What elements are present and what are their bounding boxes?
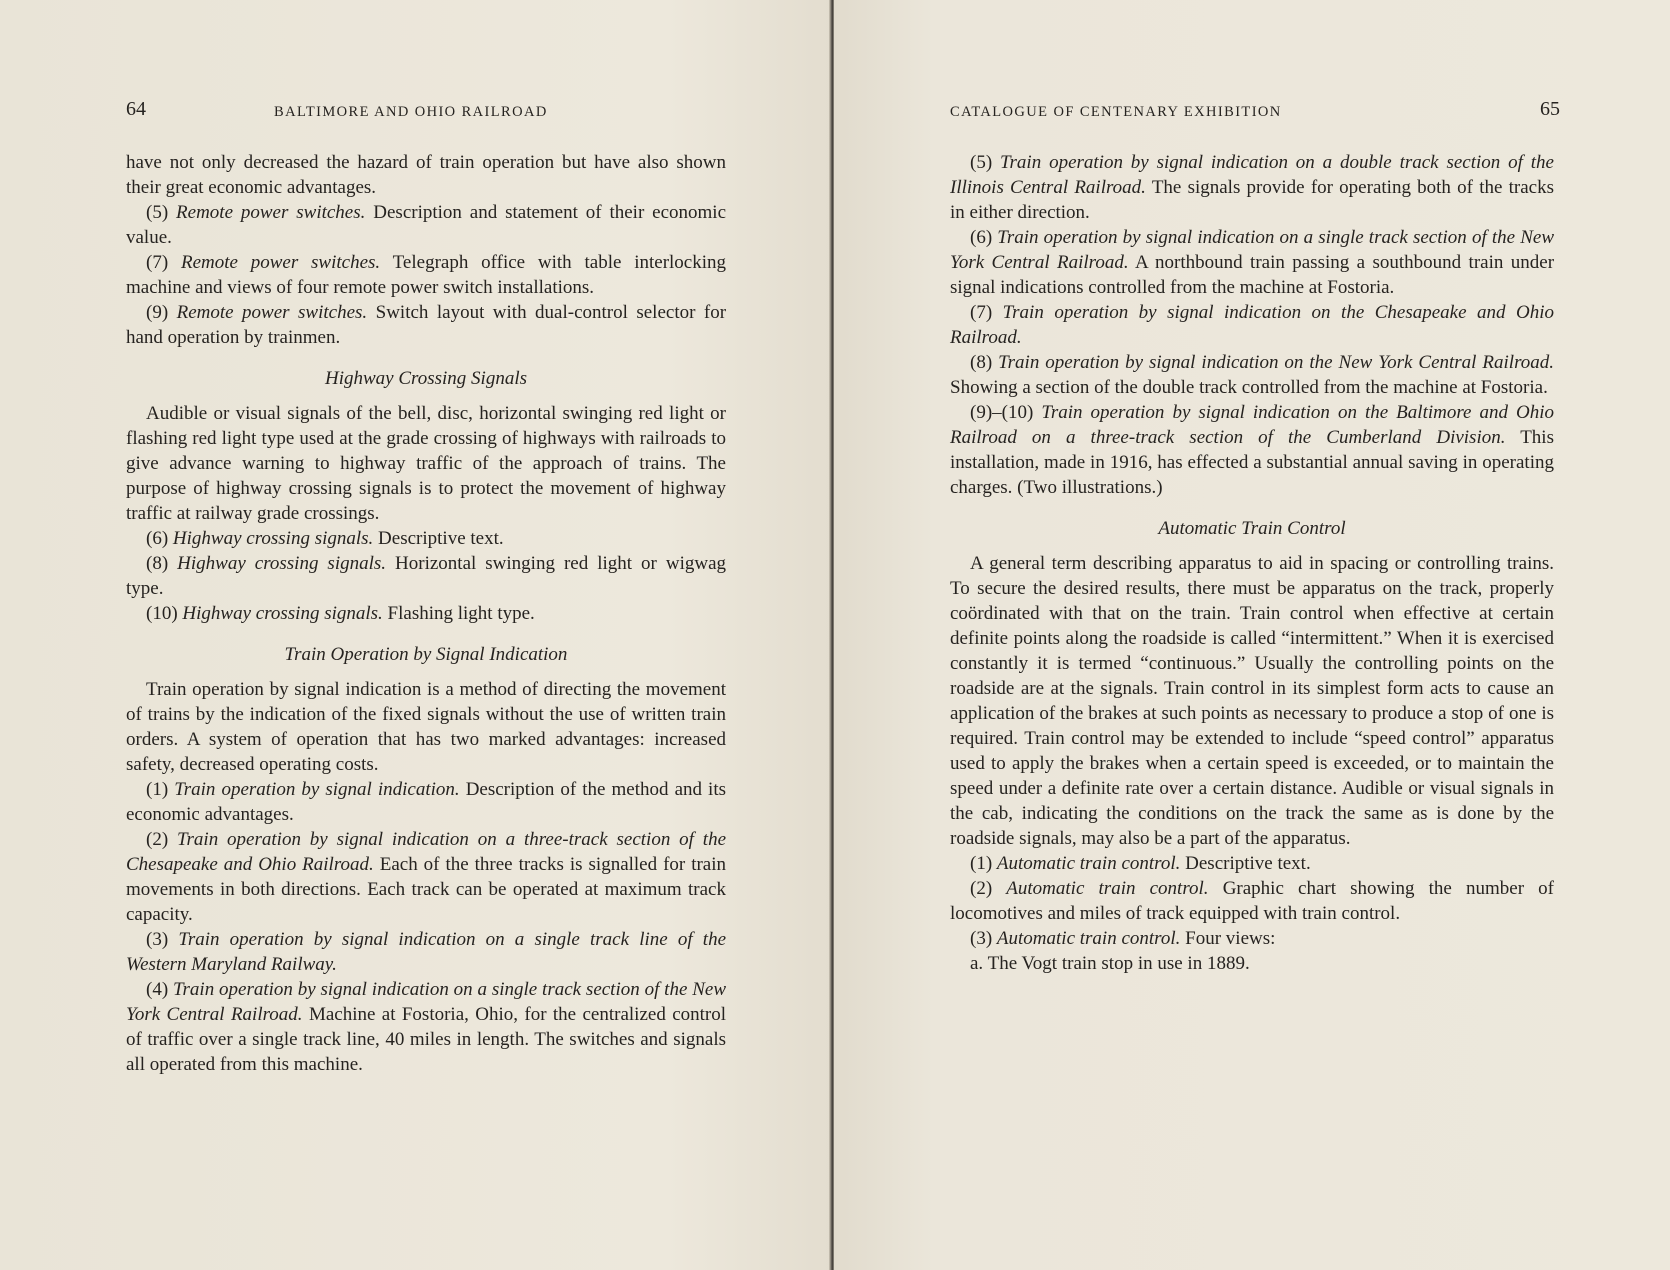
entry-title: Automatic train control. [996, 853, 1181, 874]
section-heading: Train Operation by Signal Indication [284, 644, 568, 665]
entry-number: (6) [970, 227, 993, 248]
catalogue-entry [950, 225, 1554, 300]
entry-description: A northbound train passing a southbound train under signal indications controlled from the machine at Fostoria. [950, 252, 1555, 298]
section-heading: Highway Crossing Signals [325, 368, 527, 389]
entry-description: Graphic chart showing the number of locomotives and miles of track equipped with train control. [950, 878, 1555, 924]
catalogue-entry [126, 250, 726, 300]
right-page [834, 0, 1670, 1270]
paragraph: Train operation by signal indication is a method of directing the movement of trains by the indication of the fixed signals without the use of written train orders. A system of operation that has two marked advantages: increased safety, decreased operating costs. [126, 679, 726, 775]
catalogue-entry [126, 526, 726, 551]
entry-description: Switch layout with dual-control selector for hand operation by trainmen. [126, 302, 727, 348]
catalogue-entry [126, 777, 726, 827]
catalogue-entry [950, 400, 1554, 500]
paragraph: have not only decreased the hazard of train operation but have also shown their great economic advantages. [126, 152, 726, 198]
entry-title: Train operation by signal indication on a three-track section of the Chesapeake and Ohio Railroad. [126, 829, 726, 875]
entry-title: Automatic train control. [1006, 878, 1209, 899]
section-heading: Automatic Train Control [1158, 518, 1346, 539]
entry-number: (4) [146, 979, 169, 1000]
catalogue-entry [126, 601, 726, 626]
paragraph: Audible or visual signals of the bell, disc, horizontal swinging red light or flashing red light type used at the grade crossing of highways with railroads to give advance warning to highway traffic of the approach of trains. The purpose of highway crossing signals is to protect the movement of highway traffic at railway grade crossings. [126, 403, 726, 524]
entry-number: (8) [146, 553, 169, 574]
entry-title: Remote power switches. [180, 252, 381, 273]
entry-number: (5) [146, 202, 169, 223]
entry-description: Description and statement of their economic value. [126, 202, 727, 248]
entry-description: Four views: [1185, 928, 1276, 949]
left-page [0, 0, 832, 1270]
entry-title: Train operation by signal indication on the New York Central Railroad. [998, 352, 1555, 373]
entry-description: Machine at Fostoria, Ohio, for the centralized control of traffic over a single track line, 40 miles in length. The switches and signals all operated from this machine. [126, 1004, 727, 1075]
entry-title: Highway crossing signals. [182, 603, 383, 624]
entry-title: Train operation by signal indication on a single track section of the New York Central Railroad. [126, 979, 727, 1025]
entry-title: Train operation by signal indication. [174, 779, 460, 800]
entry-number: (7) [146, 252, 169, 273]
entry-number: (5) [970, 152, 993, 173]
catalogue-entry [126, 827, 726, 927]
entry-description: Flashing light type. [387, 603, 535, 624]
right-page-header [950, 100, 1560, 128]
entry-number: (1) [146, 779, 169, 800]
entry-title: Train operation by signal indication on a single track section of the New York Central Railroad. [950, 227, 1554, 273]
paragraph: a. The Vogt train stop in use in 1889. [970, 953, 1250, 974]
catalogue-entry [126, 927, 726, 977]
catalogue-entry [126, 300, 726, 350]
catalogue-entry [126, 551, 726, 601]
catalogue-entry [126, 977, 726, 1077]
entry-number: (6) [146, 528, 169, 549]
entry-description: Each of the three tracks is signalled for train movements in both directions. Each track can be operated at maximum track capacity. [126, 854, 727, 925]
page-number: 64 [126, 98, 146, 120]
entry-number: (9) [146, 302, 169, 323]
left-page-header [126, 100, 732, 128]
entry-number: (8) [970, 352, 993, 373]
right-page-body [950, 150, 1554, 976]
entry-number: (7) [970, 302, 993, 323]
catalogue-entry [126, 200, 726, 250]
entry-title: Remote power switches. [176, 302, 368, 323]
running-head: BALTIMORE AND OHIO RAILROAD [274, 104, 548, 120]
entry-number: (9)–(10) [970, 402, 1034, 423]
entry-number: (3) [970, 928, 993, 949]
entry-title: Highway crossing signals. [172, 528, 374, 549]
entry-title: Automatic train control. [996, 928, 1181, 949]
catalogue-entry [950, 300, 1554, 350]
entry-number: (2) [970, 878, 993, 899]
entry-title: Highway crossing signals. [177, 553, 387, 574]
entry-description: Description of the method and its economic advantages. [126, 779, 726, 825]
left-page-body [126, 150, 726, 1077]
entry-title: Train operation by signal indication on the Baltimore and Ohio Railroad on a three-track section of the Cumberland Division. [950, 402, 1555, 448]
entry-number: (3) [146, 929, 169, 950]
entry-title: Train operation by signal indication on a single track line of the Western Maryland Railway. [126, 929, 727, 975]
entry-title: Remote power switches. [176, 202, 366, 223]
entry-description: Descriptive text. [1185, 853, 1311, 874]
running-head: CATALOGUE OF CENTENARY EXHIBITION [950, 104, 1282, 120]
catalogue-entry [950, 926, 1554, 951]
entry-description: The signals provide for operating both of the tracks in either direction. [950, 177, 1554, 223]
entry-number: (1) [970, 853, 993, 874]
catalogue-entry [950, 851, 1554, 876]
entry-number: (2) [146, 829, 169, 850]
entry-description: Showing a section of the double track controlled from the machine at Fostoria. [950, 377, 1548, 398]
entry-title: Train operation by signal indication on the Chesapeake and Ohio Railroad. [950, 302, 1554, 348]
entry-number: (10) [146, 603, 178, 624]
entry-description: Descriptive text. [378, 528, 504, 549]
entry-title: Train operation by signal indication on a double track section of the Illinois Central Railroad. [950, 152, 1554, 198]
page-number: 65 [1540, 98, 1560, 120]
entry-description: This installation, made in 1916, has effected a substantial annual saving in operating charges. (Two illustrations.) [950, 427, 1554, 498]
catalogue-entry [950, 150, 1554, 225]
catalogue-entry [950, 350, 1554, 400]
paragraph: A general term describing apparatus to aid in spacing or controlling trains. To secure the desired results, there must be apparatus on the track, properly coördinated with that on the train. Train control when effective at certain definite points along the roadside is called “intermittent.” When it is exercised constantly it is termed “continuous.” Usually the controlling points on the roadside are at the signals. Train control in its simplest form acts to cause an application of the brakes at such points as necessary to produce a stop of one is required. Train control may be extended to include “speed control” apparatus used to apply the brakes when a certain speed is exceeded, or to maintain the speed under a definite rate over a certain distance. Audible or visual signals in the cab, indicating the conditions on the track the same as is done by the roadside signals, may also be a part of the apparatus. [950, 553, 1554, 849]
entry-description: Horizontal swinging red light or wigwag type. [126, 553, 727, 599]
catalogue-entry [950, 876, 1554, 926]
entry-description: Telegraph office with table interlocking machine and views of four remote power switch installations. [126, 252, 727, 298]
